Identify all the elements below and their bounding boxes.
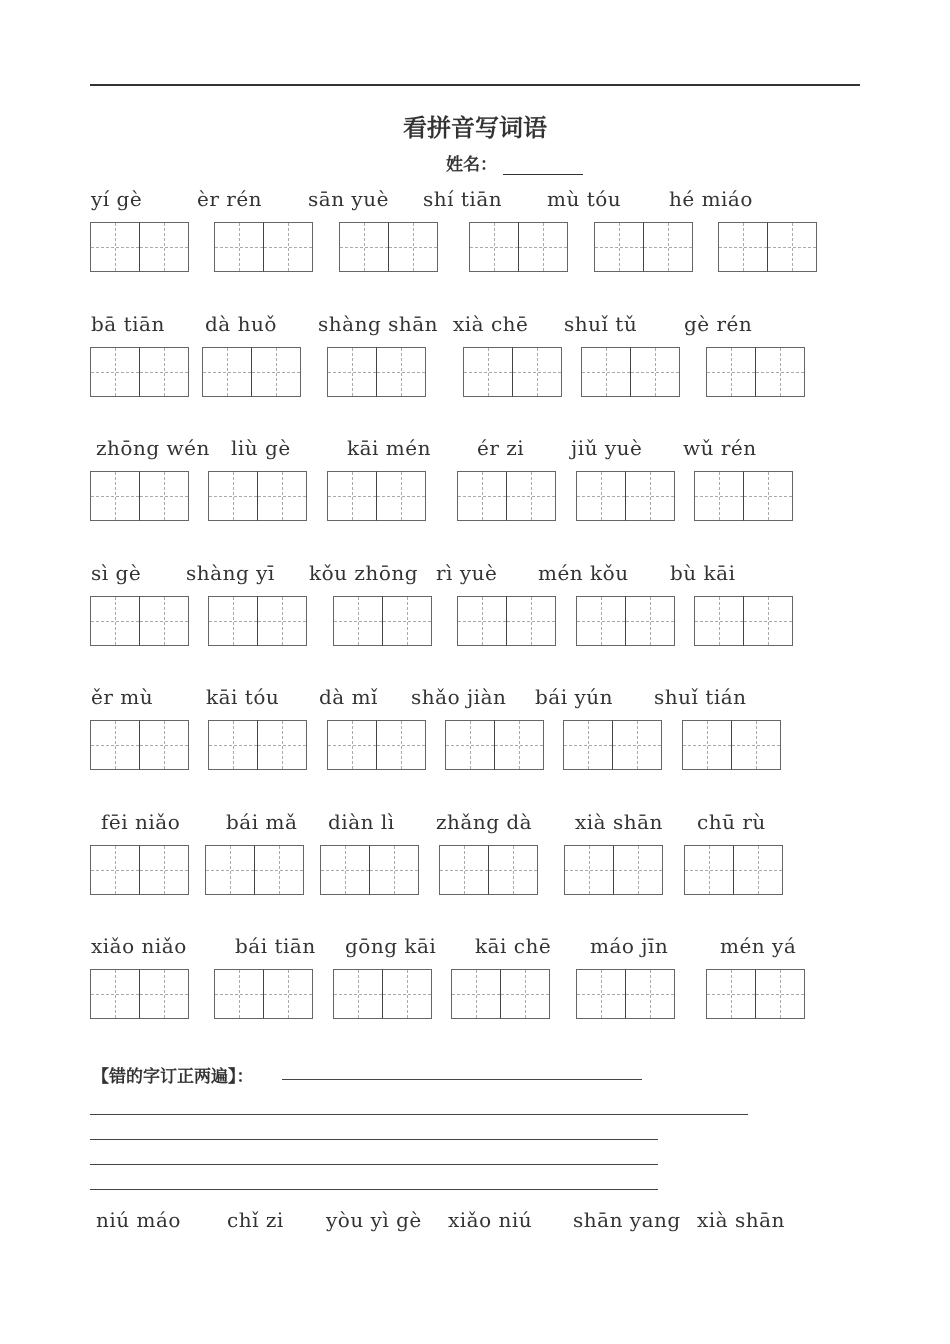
pinyin-label: shuǐ tián (654, 685, 747, 709)
writing-cell[interactable] (694, 596, 744, 646)
pinyin-label: mù tóu (547, 187, 622, 211)
pinyin-label: shàng shān (318, 312, 439, 336)
correction-answer-line[interactable] (90, 1114, 748, 1115)
writing-cell[interactable] (327, 347, 377, 397)
writing-cell[interactable] (625, 471, 675, 521)
writing-cell[interactable] (684, 845, 734, 895)
pinyin-label: hé miáo (669, 187, 753, 211)
writing-grid[interactable] (576, 596, 676, 646)
writing-grid[interactable] (694, 471, 794, 521)
writing-grid[interactable] (457, 471, 557, 521)
writing-cell[interactable] (208, 596, 258, 646)
writing-grid[interactable] (682, 720, 782, 770)
writing-grid[interactable] (594, 222, 694, 272)
writing-cell[interactable] (500, 969, 550, 1019)
writing-cell[interactable] (257, 471, 307, 521)
writing-cell[interactable] (369, 845, 419, 895)
pinyin-label: bái yún (535, 685, 614, 709)
pinyin-label: shí tiān (423, 187, 503, 211)
writing-cell[interactable] (755, 969, 805, 1019)
correction-label: 【错的字订正两遍】： (92, 1067, 254, 1087)
writing-cell[interactable] (512, 347, 562, 397)
writing-cell[interactable] (263, 222, 313, 272)
pinyin-label: ěr mù (91, 685, 154, 709)
writing-cell[interactable] (755, 347, 805, 397)
pinyin-label: jiǔ yuè (571, 436, 643, 460)
pinyin-label: bái mǎ (226, 810, 298, 834)
writing-grid[interactable] (706, 969, 806, 1019)
writing-cell[interactable] (469, 222, 519, 272)
writing-cell[interactable] (139, 471, 189, 521)
writing-grid[interactable] (90, 347, 190, 397)
pinyin-label: dà huǒ (205, 312, 277, 336)
pinyin-label: xià shān (697, 1208, 785, 1232)
writing-cell[interactable] (518, 222, 568, 272)
pinyin-label: ér zi (477, 436, 525, 460)
writing-cell[interactable] (257, 720, 307, 770)
writing-cell[interactable] (706, 347, 756, 397)
pinyin-label: xiǎo niú (448, 1208, 533, 1232)
pinyin-label: kǒu zhōng (309, 561, 419, 585)
pinyin-label: shǎo jiàn (411, 685, 507, 709)
writing-cell[interactable] (139, 596, 189, 646)
writing-cell[interactable] (251, 347, 301, 397)
correction-answer-line[interactable] (282, 1079, 642, 1080)
page-title: 看拼音写词语 (403, 113, 547, 142)
writing-cell[interactable] (376, 347, 426, 397)
pinyin-label: kāi chē (475, 934, 552, 958)
pinyin-label: bù kāi (670, 561, 736, 585)
writing-cell[interactable] (254, 845, 304, 895)
writing-grid[interactable] (90, 222, 190, 272)
pinyin-label: diàn lì (328, 810, 395, 834)
writing-cell[interactable] (706, 969, 756, 1019)
writing-cell[interactable] (327, 471, 377, 521)
pinyin-label: xià shān (575, 810, 663, 834)
writing-cell[interactable] (564, 845, 614, 895)
writing-cell[interactable] (463, 347, 513, 397)
writing-cell[interactable] (718, 222, 768, 272)
writing-grid[interactable] (563, 720, 663, 770)
pinyin-label: xiǎo niǎo (91, 934, 187, 958)
pinyin-label: zhōng wén (96, 436, 210, 460)
writing-grid[interactable] (451, 969, 551, 1019)
writing-cell[interactable] (333, 969, 383, 1019)
writing-cell[interactable] (202, 347, 252, 397)
pinyin-label: zhǎng dà (436, 810, 533, 834)
writing-grid[interactable] (208, 596, 308, 646)
writing-cell[interactable] (139, 720, 189, 770)
writing-grid[interactable] (339, 222, 439, 272)
pinyin-label: bā tiān (91, 312, 165, 336)
name-field (446, 150, 583, 175)
correction-answer-line[interactable] (90, 1139, 658, 1140)
writing-cell[interactable] (451, 969, 501, 1019)
writing-cell[interactable] (506, 471, 556, 521)
pinyin-label: xià chē (453, 312, 529, 336)
writing-grid[interactable] (327, 471, 427, 521)
writing-grid[interactable] (202, 347, 302, 397)
top-rule (90, 84, 860, 86)
writing-cell[interactable] (457, 596, 507, 646)
writing-grid[interactable] (320, 845, 420, 895)
writing-cell[interactable] (613, 845, 663, 895)
pinyin-label: yòu yì gè (326, 1208, 422, 1232)
writing-grid[interactable] (90, 969, 190, 1019)
writing-grid[interactable] (205, 845, 305, 895)
writing-cell[interactable] (388, 222, 438, 272)
pinyin-label: mén yá (720, 934, 797, 958)
writing-cell[interactable] (445, 720, 495, 770)
writing-grid[interactable] (684, 845, 784, 895)
writing-grid[interactable] (576, 969, 676, 1019)
writing-cell[interactable] (494, 720, 544, 770)
pinyin-label: bái tiān (235, 934, 316, 958)
writing-cell[interactable] (630, 347, 680, 397)
writing-grid[interactable] (694, 596, 794, 646)
writing-cell[interactable] (457, 471, 507, 521)
name-label: 姓名： (446, 155, 497, 175)
correction-answer-line[interactable] (90, 1189, 658, 1190)
correction-answer-line[interactable] (90, 1164, 658, 1165)
pinyin-label: chǐ zi (227, 1208, 284, 1232)
writing-cell[interactable] (139, 347, 189, 397)
writing-grid[interactable] (208, 720, 308, 770)
pinyin-label: fēi niǎo (101, 810, 181, 834)
writing-grid[interactable] (214, 969, 314, 1019)
writing-grid[interactable] (576, 471, 676, 521)
writing-cell[interactable] (257, 596, 307, 646)
writing-cell[interactable] (327, 720, 377, 770)
writing-grid[interactable] (90, 720, 190, 770)
writing-grid[interactable] (90, 845, 190, 895)
writing-cell[interactable] (90, 222, 140, 272)
writing-cell[interactable] (214, 969, 264, 1019)
pinyin-label: sān yuè (308, 187, 389, 211)
writing-grid[interactable] (90, 596, 190, 646)
pinyin-label: mén kǒu (538, 561, 629, 585)
writing-grid[interactable] (564, 845, 664, 895)
pinyin-label: sì gè (91, 561, 142, 585)
writing-cell[interactable] (643, 222, 693, 272)
writing-grid[interactable] (581, 347, 681, 397)
writing-cell[interactable] (90, 845, 140, 895)
writing-grid[interactable] (214, 222, 314, 272)
writing-grid[interactable] (457, 596, 557, 646)
writing-cell[interactable] (139, 222, 189, 272)
writing-cell[interactable] (733, 845, 783, 895)
writing-cell[interactable] (139, 845, 189, 895)
writing-cell[interactable] (320, 845, 370, 895)
writing-grid[interactable] (718, 222, 818, 272)
writing-grid[interactable] (463, 347, 563, 397)
writing-cell[interactable] (208, 471, 258, 521)
pinyin-label: máo jīn (590, 934, 669, 958)
writing-cell[interactable] (488, 845, 538, 895)
writing-cell[interactable] (731, 720, 781, 770)
writing-cell[interactable] (90, 347, 140, 397)
pinyin-label: shàng yī (186, 561, 275, 585)
writing-grid[interactable] (706, 347, 806, 397)
writing-cell[interactable] (339, 222, 389, 272)
writing-cell[interactable] (581, 347, 631, 397)
writing-cell[interactable] (439, 845, 489, 895)
writing-cell[interactable] (694, 471, 744, 521)
writing-cell[interactable] (90, 471, 140, 521)
writing-cell[interactable] (576, 471, 626, 521)
pinyin-label: èr rén (197, 187, 263, 211)
pinyin-label: chū rù (697, 810, 766, 834)
pinyin-label: shuǐ tǔ (564, 312, 638, 336)
pinyin-label: kāi tóu (206, 685, 280, 709)
writing-cell[interactable] (563, 720, 613, 770)
writing-grid[interactable] (208, 471, 308, 521)
writing-cell[interactable] (576, 969, 626, 1019)
writing-cell[interactable] (625, 969, 675, 1019)
writing-grid[interactable] (469, 222, 569, 272)
pinyin-label: wǔ rén (683, 436, 757, 460)
writing-cell[interactable] (205, 845, 255, 895)
writing-grid[interactable] (327, 720, 427, 770)
pinyin-label: gōng kāi (345, 934, 437, 958)
writing-cell[interactable] (576, 596, 626, 646)
pinyin-label: yí gè (91, 187, 143, 211)
pinyin-label: rì yuè (436, 561, 498, 585)
writing-cell[interactable] (743, 471, 793, 521)
pinyin-label: dà mǐ (319, 685, 378, 709)
writing-grid[interactable] (327, 347, 427, 397)
pinyin-label: shān yang (573, 1208, 681, 1232)
pinyin-label: niú máo (96, 1208, 181, 1232)
name-blank[interactable] (503, 156, 583, 175)
writing-cell[interactable] (208, 720, 258, 770)
writing-grid[interactable] (439, 845, 539, 895)
writing-cell[interactable] (139, 969, 189, 1019)
writing-cell[interactable] (90, 596, 140, 646)
writing-cell[interactable] (376, 471, 426, 521)
writing-cell[interactable] (743, 596, 793, 646)
writing-grid[interactable] (90, 471, 190, 521)
writing-cell[interactable] (376, 720, 426, 770)
writing-cell[interactable] (767, 222, 817, 272)
writing-cell[interactable] (90, 720, 140, 770)
writing-cell[interactable] (263, 969, 313, 1019)
writing-cell[interactable] (382, 596, 432, 646)
writing-cell[interactable] (506, 596, 556, 646)
pinyin-label: kāi mén (347, 436, 431, 460)
writing-grid[interactable] (333, 969, 433, 1019)
writing-grid[interactable] (333, 596, 433, 646)
writing-cell[interactable] (214, 222, 264, 272)
writing-cell[interactable] (612, 720, 662, 770)
pinyin-label: gè rén (684, 312, 753, 336)
writing-cell[interactable] (594, 222, 644, 272)
writing-cell[interactable] (682, 720, 732, 770)
pinyin-label: liù gè (231, 436, 291, 460)
writing-cell[interactable] (333, 596, 383, 646)
writing-cell[interactable] (625, 596, 675, 646)
writing-cell[interactable] (90, 969, 140, 1019)
writing-cell[interactable] (382, 969, 432, 1019)
writing-grid[interactable] (445, 720, 545, 770)
